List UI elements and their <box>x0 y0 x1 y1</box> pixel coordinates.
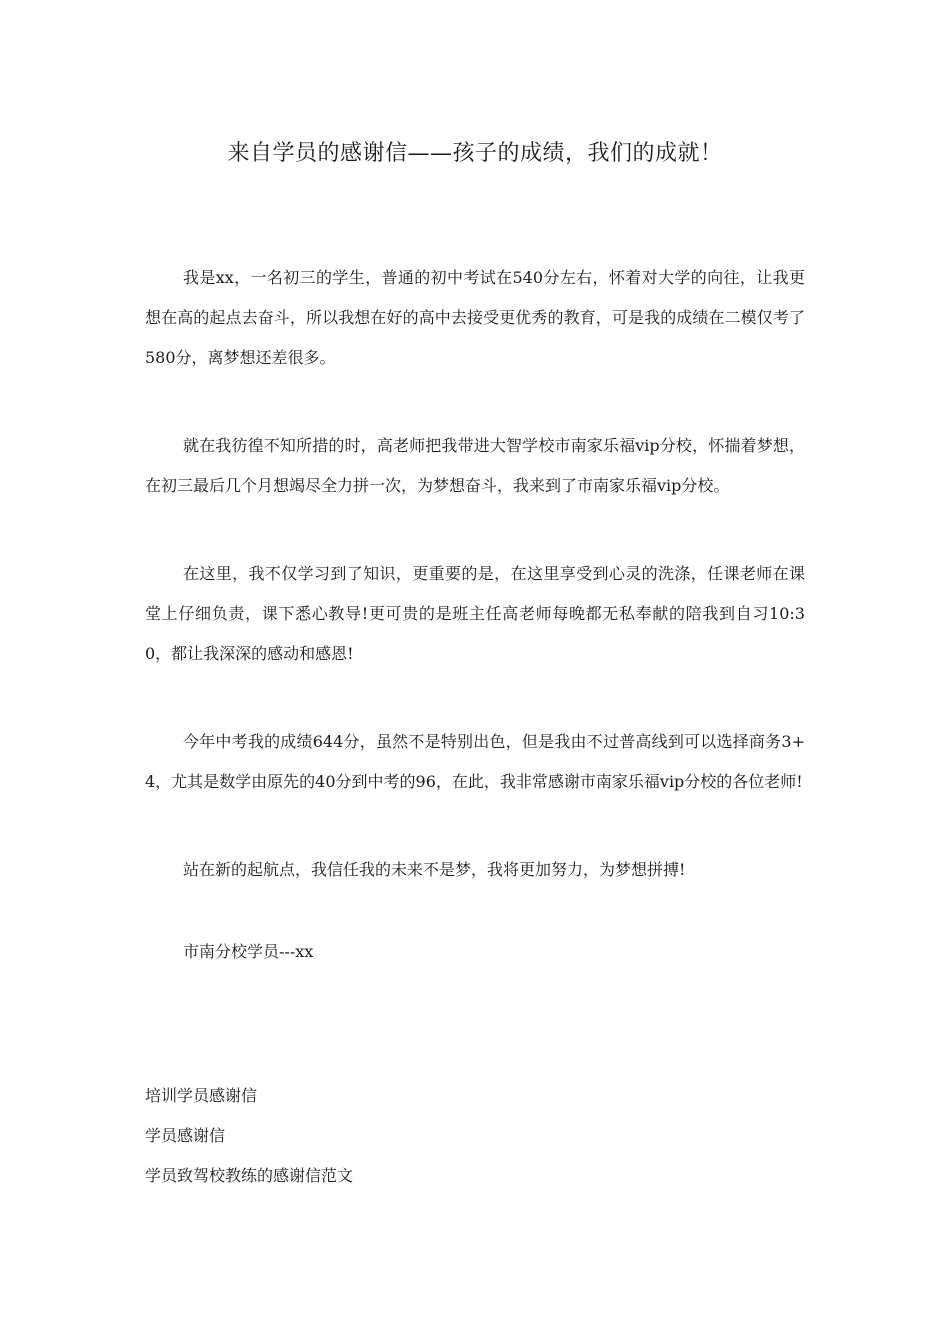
related-item-3: 学员致驾校教练的感谢信范文 <box>145 1166 354 1185</box>
related-list <box>145 1076 805 1196</box>
signature: 市南分校学员---xx <box>183 942 314 961</box>
paragraph-1: 我是xx，一名初三的学生，普通的初中考试在540分左右，怀着对大学的向往，让我更想在高的起点去奋斗，所以我想在好的高中去接受更优秀的教育，可是我的成绩在二模仅考了580分，离梦想还差很多。 <box>145 268 805 367</box>
paragraph-4: 今年中考我的成绩644分，虽然不是特别出色，但是我由不过普高线到可以选择商务3+4，尤其是数学由原先的40分到中考的96，在此，我非常感谢市南家乐福vip分校的各位老师! <box>145 732 805 791</box>
paragraph-2: 就在我彷徨不知所措的时，高老师把我带进大智学校市南家乐福vip分校，怀揣着梦想，在初三最后几个月想竭尽全力拼一次，为梦想奋斗，我来到了市南家乐福vip分校。 <box>145 436 805 495</box>
paragraph-5: 站在新的起航点，我信任我的未来不是梦，我将更加努力，为梦想拼搏! <box>183 860 686 879</box>
related-item-1: 培训学员感谢信 <box>145 1086 258 1105</box>
page-title: 来自学员的感谢信——孩子的成绩，我们的成就！ <box>227 141 723 166</box>
letter-body <box>145 258 805 972</box>
paragraph-3: 在这里，我不仅学习到了知识，更重要的是，在这里享受到心灵的洗涤，任课老师在课堂上仔细负责，课下悉心教导!更可贵的是班主任高老师每晚都无私奉献的陪我到自习10:30，都让我深深的感动和感恩! <box>145 564 805 663</box>
related-item-2: 学员感谢信 <box>145 1126 226 1145</box>
